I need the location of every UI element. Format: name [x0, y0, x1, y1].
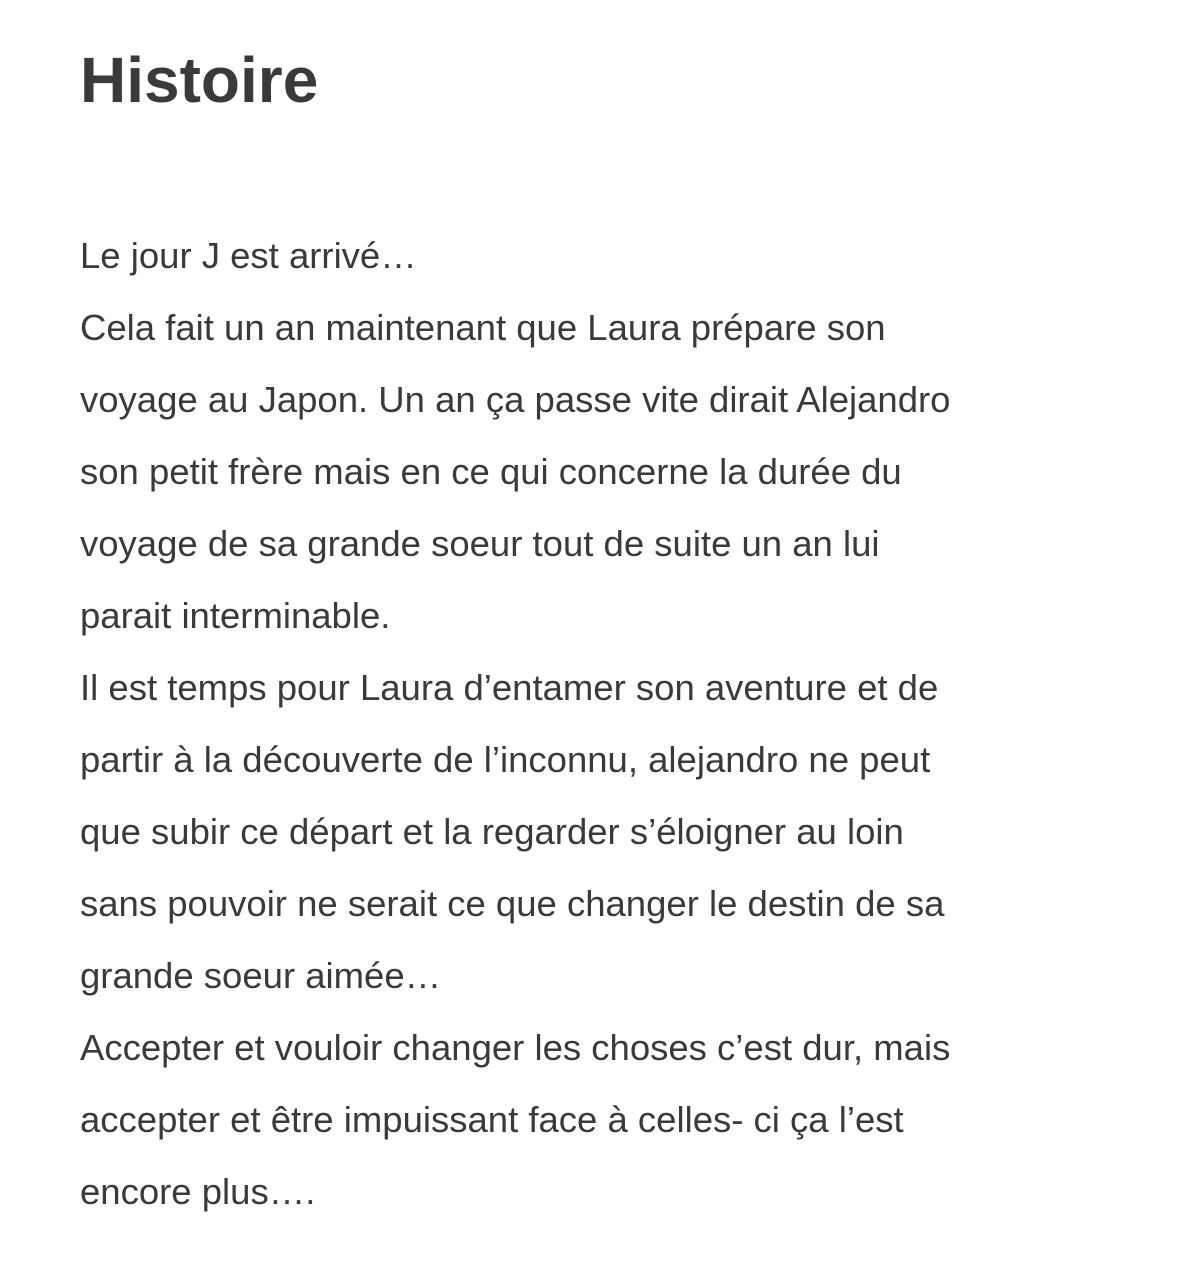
- body-line: partir à la découverte de l’inconnu, alejandro ne peut: [80, 739, 931, 780]
- body-line: encore plus….: [80, 1171, 316, 1212]
- body-line: que subir ce départ et la regarder s’éloigner au loin: [80, 811, 904, 852]
- body-line: Accepter et vouloir changer les choses c’est dur, mais: [80, 1027, 951, 1068]
- note-title: Histoire: [80, 44, 319, 116]
- body-line: voyage de sa grande soeur tout de suite un an lui: [80, 523, 880, 564]
- body-line: grande soeur aimée…: [80, 955, 442, 996]
- body-line: Il est temps pour Laura d’entamer son aventure et de: [80, 667, 939, 708]
- body-line: voyage au Japon. Un an ça passe vite dirait Alejandro: [80, 379, 951, 420]
- body-line: accepter et être impuissant face à celles- ci ça l’est: [80, 1099, 904, 1140]
- body-line: Cela fait un an maintenant que Laura prépare son: [80, 307, 886, 348]
- body-line: parait interminable.: [80, 595, 391, 636]
- body-line: sans pouvoir ne serait ce que changer le destin de sa: [80, 883, 945, 924]
- note-body[interactable]: [80, 220, 1160, 1228]
- body-line: Le jour J est arrivé…: [80, 235, 417, 276]
- body-line: son petit frère mais en ce qui concerne la durée du: [80, 451, 902, 492]
